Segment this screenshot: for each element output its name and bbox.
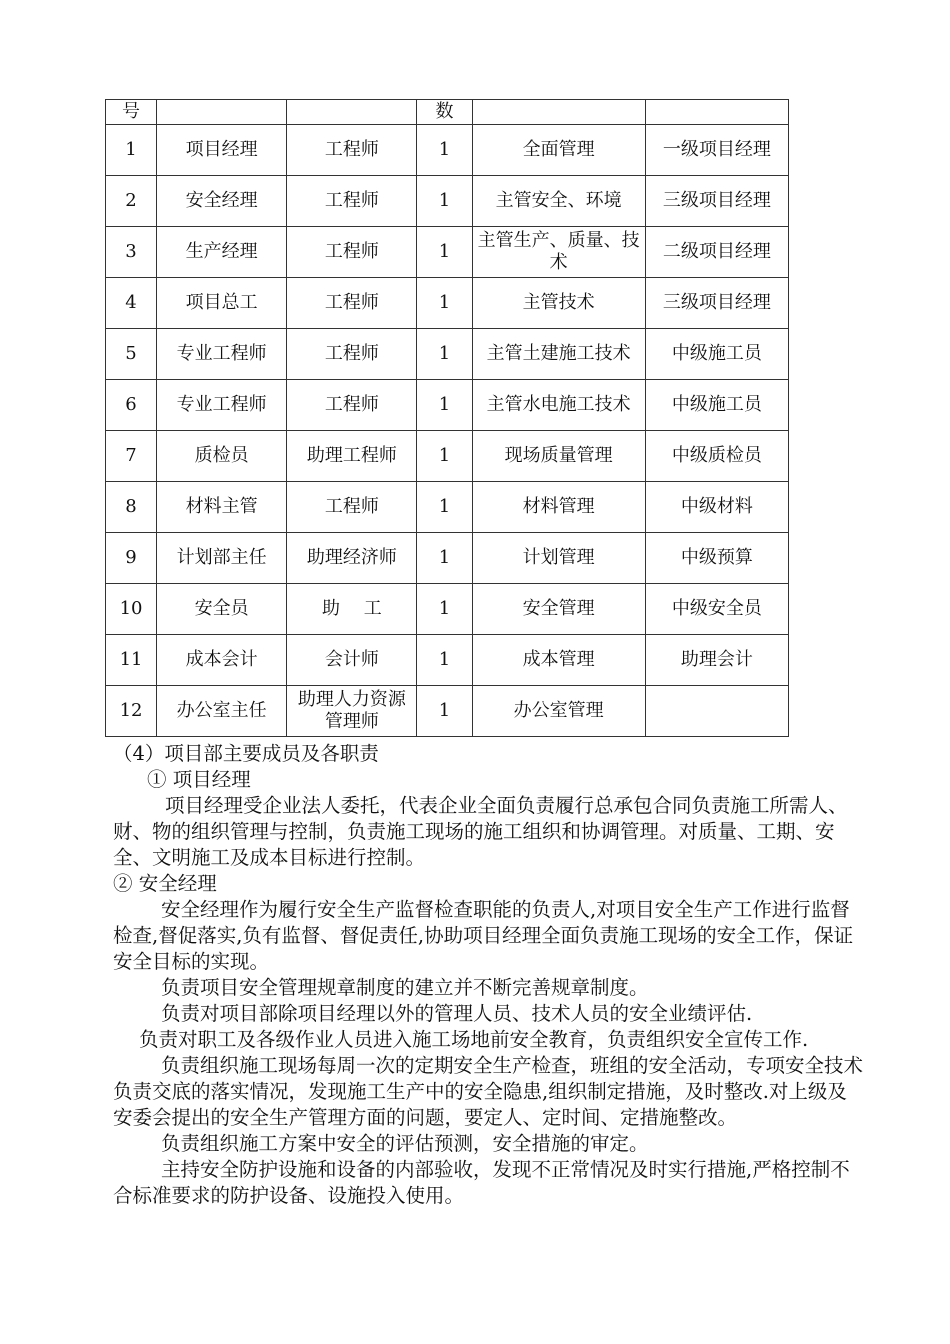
paragraph: 负责对职工及各级作业人员进入施工场地前安全教育，负责组织安全宣传工作.	[139, 1028, 809, 1051]
table-cell: 现场质量管理	[472, 431, 645, 482]
table-cell: 1	[106, 125, 157, 176]
table-cell: 1	[417, 329, 472, 380]
table-row	[106, 125, 789, 176]
table-cell: 主管土建施工技术	[472, 329, 645, 380]
table-cell: 工程师	[287, 278, 417, 329]
table-row	[106, 227, 789, 278]
table-cell: 一级项目经理	[645, 125, 788, 176]
table-cell: 1	[417, 380, 472, 431]
table-cell: 数	[417, 100, 472, 125]
table-cell: 1	[417, 125, 472, 176]
table-row	[106, 431, 789, 482]
table-row	[106, 380, 789, 431]
table-cell: 工程师	[287, 482, 417, 533]
table-row	[106, 635, 789, 686]
table-cell: 助 工	[287, 584, 417, 635]
table-cell: 中级材料	[645, 482, 788, 533]
table-cell: 工程师	[287, 227, 417, 278]
table-cell: 工程师	[287, 176, 417, 227]
table-cell: 助理会计	[645, 635, 788, 686]
table-cell: 号	[106, 100, 157, 125]
table-cell: 1	[417, 533, 472, 584]
table-row	[106, 584, 789, 635]
table-cell: 材料管理	[472, 482, 645, 533]
paragraph: 负责组织施工现场每周一次的定期安全生产检查，班组的安全活动，专项安全技术负责交底的落实情况，发现施工生产中的安全隐患,组织制定措施，及时整改.对上级及安委会提出的安全生产管理方面的问题，要定人、定时间、定措施整改。	[113, 1054, 864, 1129]
table-cell: 助理工程师	[287, 431, 417, 482]
table-cell: 1	[417, 431, 472, 482]
table-cell: 1	[417, 584, 472, 635]
table-cell: 办公室管理	[472, 686, 645, 737]
table-cell: 二级项目经理	[645, 227, 788, 278]
table-cell: 会计师	[287, 635, 417, 686]
item-heading: ② 安全经理	[113, 872, 217, 895]
table-header-row	[106, 100, 789, 125]
table-row	[106, 329, 789, 380]
table-cell: 7	[106, 431, 157, 482]
table-cell: 中级预算	[645, 533, 788, 584]
table-cell: 6	[106, 380, 157, 431]
table-row	[106, 533, 789, 584]
table-cell: 三级项目经理	[645, 176, 788, 227]
table-cell: 工程师	[287, 125, 417, 176]
table-cell: 安全员	[157, 584, 287, 635]
table-cell: 3	[106, 227, 157, 278]
table-cell: 9	[106, 533, 157, 584]
table-cell: 项目总工	[157, 278, 287, 329]
table-cell	[287, 100, 417, 125]
item-heading: ① 项目经理	[147, 768, 251, 791]
table-cell: 1	[417, 278, 472, 329]
paragraph: 项目经理受企业法人委托，代表企业全面负责履行总承包合同负责施工所需人、财、物的组织管理与控制，负责施工现场的施工组织和协调管理。对质量、工期、安全、文明施工及成本目标进行控制。	[113, 794, 848, 869]
paragraph: 负责组织施工方案中安全的评估预测，安全措施的审定。	[161, 1132, 649, 1155]
table-cell: 主管生产、质量、技术	[472, 227, 645, 278]
table-cell: 1	[417, 227, 472, 278]
table-cell: 5	[106, 329, 157, 380]
table-cell: 主管水电施工技术	[472, 380, 645, 431]
table-row	[106, 278, 789, 329]
table-cell: 1	[417, 635, 472, 686]
table-cell: 工程师	[287, 329, 417, 380]
table-cell: 主管安全、环境	[472, 176, 645, 227]
table-cell: 专业工程师	[157, 380, 287, 431]
table-cell: 生产经理	[157, 227, 287, 278]
table-cell: 中级安全员	[645, 584, 788, 635]
table-cell: 1	[417, 686, 472, 737]
table-cell: 安全经理	[157, 176, 287, 227]
paragraph: 安全经理作为履行安全生产监督检查职能的负责人,对项目安全生产工作进行监督检查,督促落实,负有监督、督促责任,协助项目经理全面负责施工现场的安全工作，保证安全目标的实现。	[113, 898, 854, 973]
table-cell: 11	[106, 635, 157, 686]
table-cell: 三级项目经理	[645, 278, 788, 329]
table-cell: 10	[106, 584, 157, 635]
table-cell: 主管技术	[472, 278, 645, 329]
table-cell: 计划部主任	[157, 533, 287, 584]
table-row	[106, 482, 789, 533]
table-cell: 助理人力资源管理师	[287, 686, 417, 737]
staff-table	[105, 99, 789, 737]
table-cell: 1	[417, 176, 472, 227]
table-cell: 成本管理	[472, 635, 645, 686]
table-cell: 项目经理	[157, 125, 287, 176]
table-row	[106, 686, 789, 737]
section-heading: （4）项目部主要成员及各职责	[113, 742, 379, 765]
table-cell: 办公室主任	[157, 686, 287, 737]
table-cell	[645, 686, 788, 737]
table-cell: 中级施工员	[645, 380, 788, 431]
table-cell: 12	[106, 686, 157, 737]
table-cell: 材料主管	[157, 482, 287, 533]
body-text	[113, 741, 863, 1209]
table-cell: 成本会计	[157, 635, 287, 686]
table-cell: 助理经济师	[287, 533, 417, 584]
table-cell: 安全管理	[472, 584, 645, 635]
table-row	[106, 176, 789, 227]
table-cell	[157, 100, 287, 125]
table-cell: 8	[106, 482, 157, 533]
table-cell: 中级施工员	[645, 329, 788, 380]
table-cell: 4	[106, 278, 157, 329]
table-cell: 工程师	[287, 380, 417, 431]
table-cell	[645, 100, 788, 125]
table-cell: 1	[417, 482, 472, 533]
table-cell: 全面管理	[472, 125, 645, 176]
paragraph: 主持安全防护设施和设备的内部验收，发现不正常情况及时实行措施,严格控制不合标准要求的防护设备、设施投入使用。	[113, 1158, 850, 1207]
paragraph: 负责对项目部除项目经理以外的管理人员、技术人员的安全业绩评估.	[161, 1002, 753, 1025]
table-cell: 中级质检员	[645, 431, 788, 482]
table-cell: 计划管理	[472, 533, 645, 584]
table-cell	[472, 100, 645, 125]
paragraph: 负责项目安全管理规章制度的建立并不断完善规章制度。	[161, 976, 649, 999]
table-cell: 质检员	[157, 431, 287, 482]
table-cell: 专业工程师	[157, 329, 287, 380]
table-cell: 2	[106, 176, 157, 227]
